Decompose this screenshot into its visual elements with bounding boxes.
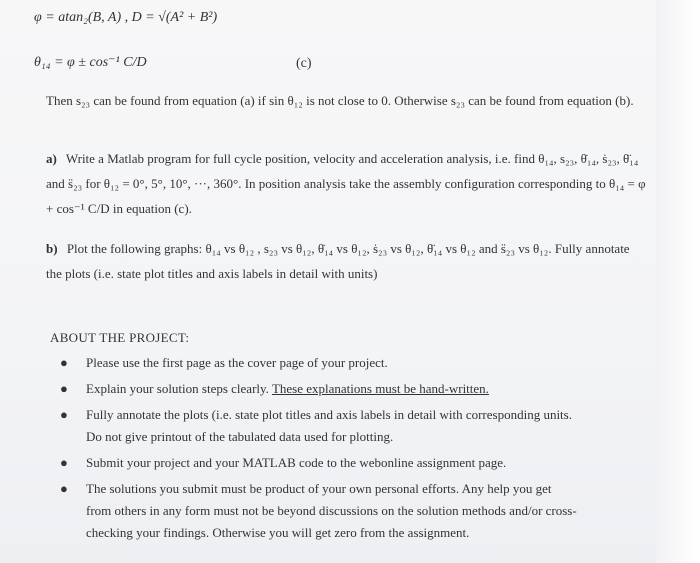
bullet-text: The solutions you submit must be product of your own personal efforts. Any help you get from others in any form must not be beyond discussions on the solution methods and/or cross-checking your findings. Otherwise you will get zero from the assignment. bbox=[86, 481, 577, 540]
equation-label-c: (c) bbox=[296, 56, 312, 71]
about-title: ABOUT THE PROJECT: bbox=[50, 330, 190, 345]
bullet-text bbox=[86, 378, 489, 400]
bullet-icon: ● bbox=[60, 481, 68, 496]
equation-phi-d: φ = atan₂(B, A) , D = √(A² + B²) bbox=[34, 10, 218, 25]
about-bullet-list bbox=[60, 352, 580, 548]
intro-paragraph: Then s₂₃ can be found from equation (a) if sin θ₁₂ is not close to 0. Otherwise s₂₃ can be found from equation (b). bbox=[46, 93, 634, 108]
list-item bbox=[60, 404, 580, 448]
bullet-icon: ● bbox=[60, 455, 68, 470]
question-b bbox=[46, 236, 646, 286]
list-item bbox=[60, 378, 580, 400]
bullet-icon: ● bbox=[60, 381, 68, 396]
bullet-icon: ● bbox=[60, 355, 68, 370]
question-a bbox=[46, 146, 646, 221]
question-b-label: b) bbox=[46, 241, 58, 256]
question-a-text: Write a Matlab program for full cycle position, velocity and acceleration analysis, i.e. find θ₁₄, s₂₃, θ̇₁₄, ṡ₂₃, θ̈₁₄ and s̈₂₃ for θ₁₂ = 0°, 5°, 10°, ···, 360°. In position analysis take the assembly configuration corresponding to θ₁₄ = φ + cos⁻¹ C/D in equation (c). bbox=[46, 151, 646, 216]
bullet-icon: ● bbox=[60, 407, 68, 422]
bullet-text-underlined: These explanations must be hand-written. bbox=[271, 381, 489, 396]
list-item bbox=[60, 352, 580, 374]
question-a-label: a) bbox=[46, 151, 57, 166]
bullet-text: Fully annotate the plots (i.e. state plot titles and axis labels in detail with corresponding units. Do not give printout of the tabulated data used for plotting. bbox=[86, 407, 572, 444]
bullet-text-prefix: Explain your solution steps clearly. bbox=[86, 381, 272, 396]
question-b-text: Plot the following graphs: θ₁₄ vs θ₁₂ , s₂₃ vs θ₁₂, θ̇₁₄ vs θ₁₂, ṡ₂₃ vs θ₁₂, θ̈₁₄ vs θ₁₂ and s̈₂₃ vs θ₁₂. Fully annotate the plots (i.e. state plot titles and axis labels in detail with units) bbox=[46, 241, 630, 281]
list-item bbox=[60, 452, 580, 474]
list-item bbox=[60, 478, 580, 544]
equation-theta14: θ₁₄ = φ ± cos⁻¹ C/D bbox=[34, 55, 147, 70]
bullet-text: Please use the first page as the cover page of your project. bbox=[86, 355, 388, 370]
bullet-text: Submit your project and your MATLAB code to the webonline assignment page. bbox=[86, 455, 507, 470]
page-edge bbox=[656, 0, 700, 563]
